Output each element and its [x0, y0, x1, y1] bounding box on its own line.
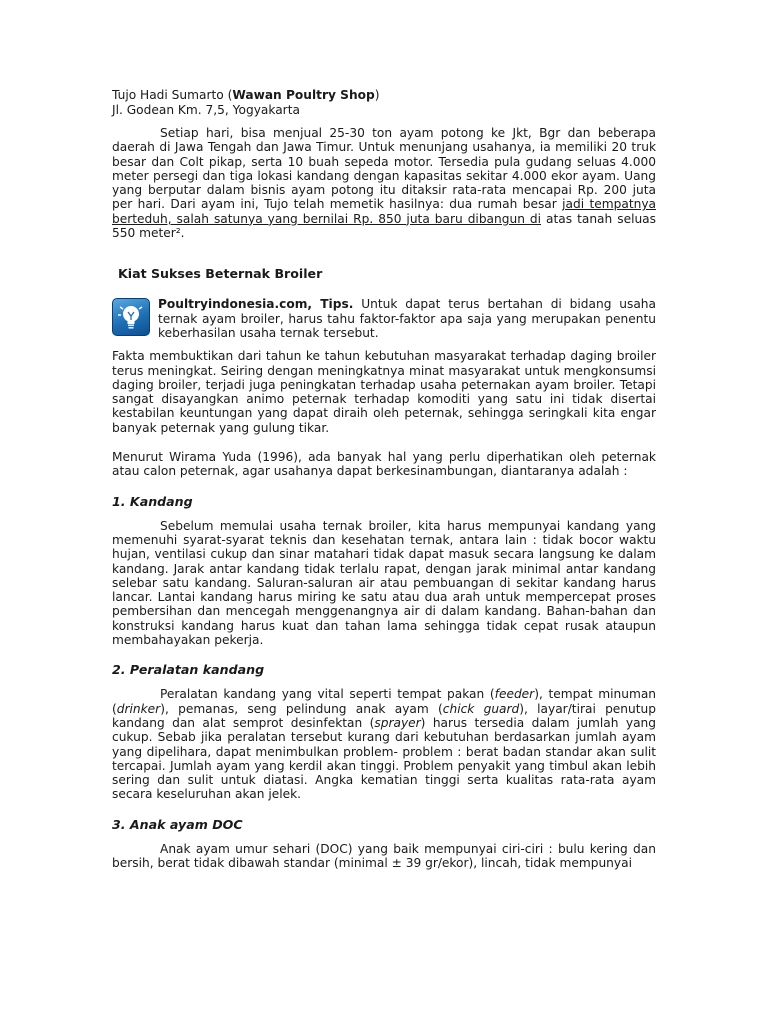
- author-line: Tujo Hadi Sumarto (Wawan Poultry Shop): [112, 88, 380, 102]
- tips-lead: Poultryindonesia.com, Tips. Untuk dapat terus bertahan di bidang usaha ternak ayam broiler, harus tahu faktor-faktor apa saja yang merupakan penentu keberhasilan usaha ternak tersebut.: [158, 297, 656, 340]
- lightbulb-icon: [112, 298, 150, 336]
- paragraph-peralatan: Peralatan kandang yang vital seperti tempat pakan (feeder), tempat minuman (drinker), pemanas, seng pelindung anak ayam (chick guard), layar/tirai penutup kandang dan alat semprot desinfektan (sprayer) harus tersedia dalam jumlah yang cukup. Sebab jika peralatan tersebut kurang dari kebutuhan berdasarkan jumlah ayam yang dipelihara, dapat menimbulkan problem- problem : berat badan standar akan sulit tercapai. Jumlah ayam yang kerdil akan tinggi. Problem penyakit yang timbul akan lebih sering dan sulit untuk diatasi. Angka kematian tinggi serta kualitas rata-rata ayam secara keseluruhan akan jelek.: [112, 687, 657, 802]
- heading-kandang: 1. Kandang: [112, 493, 193, 509]
- shop-name: Wawan Poultry Shop: [232, 88, 375, 102]
- heading-doc: 3. Anak ayam DOC: [112, 816, 243, 832]
- source-label: Poultryindonesia.com, Tips.: [158, 297, 354, 312]
- tips-block: [112, 297, 656, 340]
- article-paragraph-2: Menurut Wirama Yuda (1996), ada banyak hal yang perlu diperhatikan oleh peternak atau calon peternak, agar usahanya dapat berkesinambungan, diantaranya adalah :: [112, 450, 656, 479]
- article-title: Kiat Sukses Beternak Broiler: [118, 266, 323, 282]
- intro-paragraph: Setiap hari, bisa menjual 25-30 ton ayam potong ke Jkt, Bgr dan beberapa daerah di Jawa Tengah dan Jawa Timur. Untuk menunjang usahanya, ia memiliki 20 truk besar dan Colt pikap, serta 10 buah sepeda motor. Tersedia pula gudang seluas 4.000 meter persegi dan tiga lokasi kandang dengan kapasitas sekitar 4.000 ekor ayam. Uang yang berputar dalam bisnis ayam potong itu ditaksir rata-rata mencapai Rp. 200 juta per hari. Dari ayam ini, Tujo telah memetik hasilnya: dua rumah besar jadi tempatnya berteduh, salah satunya yang bernilai Rp. 850 juta baru dibangun di atas tanah seluas 550 meter².: [112, 126, 657, 241]
- lightbulb-glyph: [116, 302, 146, 332]
- underlined-text: jadi tempatnya berteduh, salah satunya yang bernilai Rp. 850 juta baru dibangun di: [112, 197, 657, 226]
- paragraph-kandang: Sebelum memulai usaha ternak broiler, kita harus mempunyai kandang yang memenuhi syarat-syarat teknis dan kesehatan ternak, antara lain : tidak bocor waktu hujan, ventilasi cukup dan sinar matahari tidak dapat masuk secara langsung ke dalam kandang. Jarak antar kandang tidak terlalu rapat, dengan jarak minimal antar kandang selebar satu kandang. Saluran-saluran air atau pembuangan di sekitar kandang harus lancar. Lantai kandang harus miring ke satu atau dua arah untuk mempercepat proses pembersihan dan mencegah menggenangnya air di dalam kandang. Bahan-bahan dan konstruksi kandang harus kuat dan tahan lama sehingga tidak cepat rusak ataupun membahayakan pekerja.: [112, 518, 656, 648]
- paragraph-doc: Anak ayam umur sehari (DOC) yang baik mempunyai ciri-ciri : bulu kering dan bersih, berat tidak dibawah standar (minimal ± 39 gr/ekor), lincah, tidak mempunyai: [112, 841, 656, 870]
- heading-peralatan: 2. Peralatan kandang: [112, 662, 265, 678]
- article-paragraph-1: Fakta membuktikan dari tahun ke tahun kebutuhan masyarakat terhadap daging broiler terus meningkat. Seiring dengan meningkatnya minat masyarakat untuk mengkonsumsi daging broiler, terjadi juga peningkatan terhadap usaha peternakan ayam broiler. Tetapi sangat disayangkan animo peternak terhadap komoditi yang satu ini tidak disertai kestabilan keuntungan yang dapat diraih oleh peternak, sehingga seringkali kita engar banyak peternak yang gulung tikar.: [112, 349, 656, 435]
- address-line: Jl. Godean Km. 7,5, Yogyakarta: [112, 102, 300, 117]
- document-page: [112, 88, 656, 870]
